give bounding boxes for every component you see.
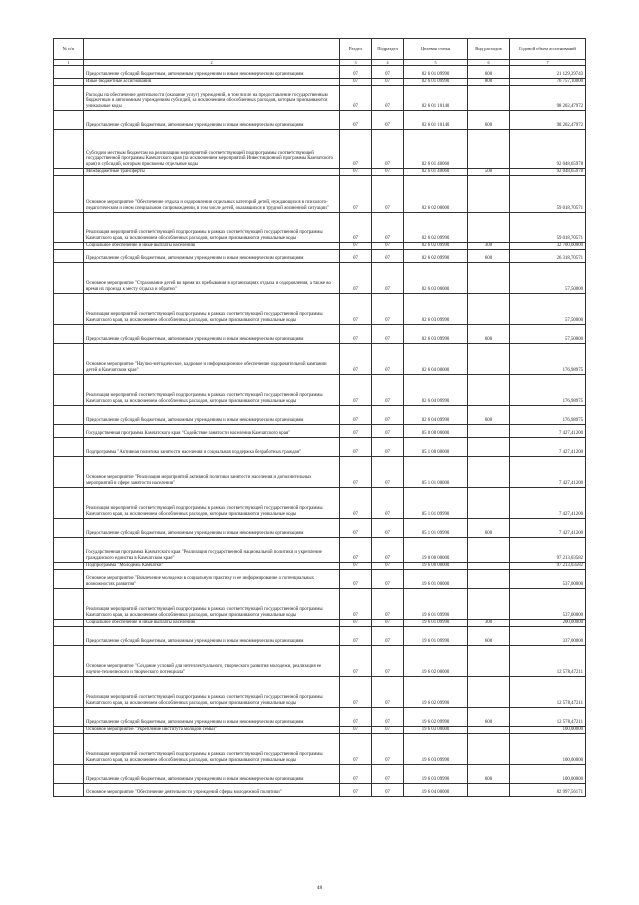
cell-podrazdel: 07 xyxy=(372,294,404,325)
table-row xyxy=(54,325,586,344)
cell-annual-sum: 176,98975 xyxy=(510,375,586,406)
cell-podrazdel: 07 xyxy=(372,438,404,457)
cell-name: Основное мероприятие "Страхование детей во время их пребывания в организациях отдыха и оздоровления, а также во время их проезда к месту отдыха и обратно" xyxy=(84,263,340,294)
cell-num xyxy=(54,438,84,457)
header-expense-type: Вид расходов xyxy=(468,39,510,60)
cell-razdel: 07 xyxy=(340,784,372,797)
cell-razdel: 07 xyxy=(340,243,372,250)
cell-num xyxy=(54,519,84,538)
cell-num xyxy=(54,538,84,563)
cell-annual-sum: 12 578,47211 xyxy=(510,646,586,677)
table-row xyxy=(54,457,586,488)
table-row xyxy=(54,734,586,765)
cell-num xyxy=(54,86,84,111)
cell-annual-sum: 176,98975 xyxy=(510,344,586,375)
cell-podrazdel: 07 xyxy=(372,86,404,111)
cell-name: Предоставление субсидий бюджетным, автономным учреждениям и иным некоммерческим организациям xyxy=(84,66,340,79)
cell-name: Реализация мероприятий соответствующей подпрограммы в рамках соответствующей государственной программы Камчатского края, за исключением обособленных расходов, которым присваиваются уникальные коды xyxy=(84,677,340,708)
cell-podrazdel: 07 xyxy=(372,457,404,488)
column-number: 6 xyxy=(468,60,510,66)
cell-name: Предоставление субсидий бюджетным, автономным учреждениям и иным некоммерческим организациям xyxy=(84,519,340,538)
cell-podrazdel: 07 xyxy=(372,375,404,406)
cell-razdel: 07 xyxy=(340,765,372,784)
cell-expense-type xyxy=(468,727,510,734)
cell-name: Иные бюджетные ассигнования xyxy=(84,79,340,86)
cell-annual-sum: 7 427,41200 xyxy=(510,457,586,488)
table-row xyxy=(54,570,586,589)
cell-annual-sum: 7 427,41200 xyxy=(510,488,586,519)
cell-name: Субсидии местным бюджетам на реализацию мероприятий соответствующей подпрограммы соответствующей государственной программы Камчатского края (за исключением мероприятий Инвестиционной программы Камчатского края) и субсидий, которым присвоены отдельные коды xyxy=(84,130,340,169)
cell-podrazdel: 07 xyxy=(372,765,404,784)
cell-target-article: 02 6 03 09990 xyxy=(404,294,468,325)
cell-razdel: 07 xyxy=(340,111,372,130)
cell-num xyxy=(54,708,84,727)
cell-podrazdel: 07 xyxy=(372,325,404,344)
cell-podrazdel: 07 xyxy=(372,488,404,519)
cell-annual-sum: 59 018,70571 xyxy=(510,176,586,213)
cell-annual-sum: 57,50000 xyxy=(510,325,586,344)
table-row xyxy=(54,727,586,734)
cell-razdel: 07 xyxy=(340,570,372,589)
cell-expense-type: 800 xyxy=(468,79,510,86)
cell-target-article: 02 6 01 10140 xyxy=(404,111,468,130)
cell-target-article: 19 6 03 00000 xyxy=(404,727,468,734)
table-row xyxy=(54,294,586,325)
cell-target-article: 19 6 02 09990 xyxy=(404,708,468,727)
table-header-row xyxy=(54,39,586,60)
cell-target-article: 02 6 03 09990 xyxy=(404,325,468,344)
cell-annual-sum: 98 202,47972 xyxy=(510,111,586,130)
cell-podrazdel: 07 xyxy=(372,169,404,176)
cell-podrazdel: 07 xyxy=(372,425,404,438)
cell-name: Расходы на обеспечение деятельности (оказание услуг) учреждений, в том числе на предоставление государственным бюджетным и автономным учреждениям субсидий, за исключением обособленных расходов, которым присваиваются уникальные коды xyxy=(84,86,340,111)
cell-razdel: 07 xyxy=(340,425,372,438)
cell-annual-sum: 100,00000 xyxy=(510,727,586,734)
cell-expense-type: 600 xyxy=(468,708,510,727)
cell-razdel: 07 xyxy=(340,213,372,243)
header-num: № п/п xyxy=(54,39,84,60)
cell-expense-type xyxy=(468,734,510,765)
cell-target-article: 02 6 03 00000 xyxy=(404,263,468,294)
cell-num xyxy=(54,727,84,734)
cell-target-article: 19 0 00 00000 xyxy=(404,538,468,563)
header-podrazdel: Подраздел xyxy=(372,39,404,60)
cell-podrazdel: 07 xyxy=(372,344,404,375)
cell-razdel: 07 xyxy=(340,130,372,169)
cell-razdel: 07 xyxy=(340,375,372,406)
cell-annual-sum: 98 202,47972 xyxy=(510,86,586,111)
cell-name: Государственная программа Камчатского края "Содействие занятости населения Камчатского края" xyxy=(84,425,340,438)
cell-expense-type: 600 xyxy=(468,406,510,425)
table-row xyxy=(54,538,586,563)
cell-target-article: 02 6 01 09990 xyxy=(404,79,468,86)
table-row xyxy=(54,344,586,375)
cell-num xyxy=(54,457,84,488)
cell-podrazdel: 07 xyxy=(372,66,404,79)
cell-annual-sum: 337,00000 xyxy=(510,627,586,646)
cell-razdel: 07 xyxy=(340,325,372,344)
cell-expense-type xyxy=(468,375,510,406)
table-row xyxy=(54,111,586,130)
cell-annual-sum: 92 048,65978 xyxy=(510,169,586,176)
cell-razdel: 07 xyxy=(340,457,372,488)
cell-target-article: 05 1 01 09990 xyxy=(404,519,468,538)
cell-num xyxy=(54,646,84,677)
cell-annual-sum: 537,00000 xyxy=(510,570,586,589)
table-row xyxy=(54,438,586,457)
cell-num xyxy=(54,784,84,797)
cell-name: Предоставление субсидий бюджетным, автономным учреждениям и иным некоммерческим организациям xyxy=(84,111,340,130)
cell-razdel: 07 xyxy=(340,438,372,457)
cell-num xyxy=(54,765,84,784)
cell-razdel: 07 xyxy=(340,86,372,111)
cell-expense-type: 600 xyxy=(468,325,510,344)
cell-target-article: 02 6 04 09990 xyxy=(404,375,468,406)
cell-podrazdel: 07 xyxy=(372,406,404,425)
cell-target-article: 02 6 01 09990 xyxy=(404,66,468,79)
cell-target-article: 05 0 00 00000 xyxy=(404,425,468,438)
table-row xyxy=(54,406,586,425)
cell-podrazdel: 07 xyxy=(372,620,404,627)
cell-target-article: 05 1 01 00000 xyxy=(404,457,468,488)
cell-num xyxy=(54,488,84,519)
cell-podrazdel: 07 xyxy=(372,677,404,708)
table-row xyxy=(54,677,586,708)
cell-podrazdel: 07 xyxy=(372,727,404,734)
cell-annual-sum: 12 578,47211 xyxy=(510,708,586,727)
table-row xyxy=(54,765,586,784)
cell-expense-type: 600 xyxy=(468,765,510,784)
cell-razdel: 07 xyxy=(340,406,372,425)
cell-expense-type xyxy=(468,784,510,797)
column-number: 3 xyxy=(340,60,372,66)
cell-name: Реализация мероприятий соответствующей подпрограммы в рамках соответствующей государственной программы Камчатского края, за исключением обособленных расходов, которым присваиваются уникальные коды xyxy=(84,375,340,406)
cell-num xyxy=(54,375,84,406)
cell-target-article: 02 6 02 00000 xyxy=(404,176,468,213)
cell-num xyxy=(54,325,84,344)
cell-expense-type xyxy=(468,130,510,169)
cell-annual-sum: 100,00000 xyxy=(510,734,586,765)
cell-annual-sum: 97 213,03582 xyxy=(510,538,586,563)
cell-annual-sum: 7 427,41200 xyxy=(510,425,586,438)
cell-name: Социальное обеспечение и иные выплаты населению xyxy=(84,620,340,627)
cell-target-article: 19 6 01 09990 xyxy=(404,589,468,620)
cell-razdel: 07 xyxy=(340,519,372,538)
cell-annual-sum: 97 213,03582 xyxy=(510,563,586,570)
cell-target-article: 02 6 01 40060 xyxy=(404,169,468,176)
cell-expense-type xyxy=(468,438,510,457)
cell-num xyxy=(54,169,84,176)
table-row xyxy=(54,425,586,438)
cell-razdel: 07 xyxy=(340,620,372,627)
cell-podrazdel: 07 xyxy=(372,538,404,563)
cell-name: Предоставление субсидий бюджетным, автономным учреждениям и иным некоммерческим организациям xyxy=(84,250,340,263)
cell-expense-type xyxy=(468,538,510,563)
cell-podrazdel: 07 xyxy=(372,263,404,294)
cell-num xyxy=(54,570,84,589)
cell-razdel: 07 xyxy=(340,627,372,646)
cell-podrazdel: 07 xyxy=(372,250,404,263)
cell-expense-type: 600 xyxy=(468,250,510,263)
table-row xyxy=(54,263,586,294)
cell-expense-type: 300 xyxy=(468,620,510,627)
header-target-article: Целевая статья xyxy=(404,39,468,60)
column-number: 5 xyxy=(404,60,468,66)
cell-target-article: 19 6 01 09990 xyxy=(404,620,468,627)
cell-expense-type xyxy=(468,563,510,570)
table-row xyxy=(54,169,586,176)
cell-name: Реализация мероприятий соответствующей подпрограммы в рамках соответствующей государственной программы Камчатского края, за исключением обособленных расходов, которым присваиваются уникальные коды xyxy=(84,488,340,519)
cell-name: Основное мероприятие "Научно-методическое, кадровое и информационное обеспечение оздоровительной кампании детей в Камчатском крае" xyxy=(84,344,340,375)
cell-name: Предоставление субсидий бюджетным, автономным учреждениям и иным некоммерческим организациям xyxy=(84,406,340,425)
cell-razdel: 07 xyxy=(340,646,372,677)
cell-name: Предоставление субсидий бюджетным, автономным учреждениям и иным некоммерческим организациям xyxy=(84,627,340,646)
cell-num xyxy=(54,406,84,425)
cell-expense-type: 600 xyxy=(468,111,510,130)
cell-target-article: 02 6 02 09990 xyxy=(404,243,468,250)
cell-razdel: 07 xyxy=(340,169,372,176)
header-name xyxy=(84,39,340,60)
cell-target-article: 19 6 00 00000 xyxy=(404,563,468,570)
cell-name: Предоставление субсидий бюджетным, автономным учреждениям и иным некоммерческим организациям xyxy=(84,325,340,344)
cell-target-article: 02 6 04 09990 xyxy=(404,406,468,425)
column-number: 4 xyxy=(372,60,404,66)
table-row xyxy=(54,519,586,538)
cell-target-article: 02 6 02 09990 xyxy=(404,250,468,263)
cell-razdel: 07 xyxy=(340,589,372,620)
cell-expense-type xyxy=(468,589,510,620)
cell-name: Подпрограмма "Молодежь Камчатки" xyxy=(84,563,340,570)
table-row xyxy=(54,620,586,627)
cell-podrazdel: 07 xyxy=(372,563,404,570)
cell-num xyxy=(54,627,84,646)
page-number: 48 xyxy=(316,885,323,891)
cell-razdel: 07 xyxy=(340,727,372,734)
cell-expense-type xyxy=(468,86,510,111)
table-row xyxy=(54,784,586,797)
cell-num xyxy=(54,589,84,620)
cell-name: Реализация мероприятий соответствующей подпрограммы в рамках соответствующей государственной программы Камчатского края, за исключением обособленных расходов, которым присваиваются уникальные коды xyxy=(84,734,340,765)
table-row xyxy=(54,79,586,86)
cell-expense-type xyxy=(468,646,510,677)
cell-target-article: 02 6 04 00000 xyxy=(404,344,468,375)
cell-num xyxy=(54,734,84,765)
cell-num xyxy=(54,344,84,375)
cell-num xyxy=(54,79,84,86)
cell-target-article: 19 6 02 09990 xyxy=(404,677,468,708)
cell-annual-sum: 12 578,47211 xyxy=(510,677,586,708)
cell-target-article: 19 6 01 00000 xyxy=(404,570,468,589)
cell-name: Реализация мероприятий соответствующей подпрограммы в рамках соответствующей государственной программы Камчатского края, за исключением обособленных расходов, которым присваиваются уникальные коды xyxy=(84,589,340,620)
cell-name: Основное мероприятие "Обеспечение деятельности учреждений сферы молодежной политики" xyxy=(84,784,340,797)
cell-annual-sum: 57,50000 xyxy=(510,263,586,294)
budget-table-sheet xyxy=(53,38,585,797)
cell-podrazdel: 07 xyxy=(372,130,404,169)
table-row xyxy=(54,66,586,79)
table-row xyxy=(54,130,586,169)
cell-razdel: 07 xyxy=(340,176,372,213)
cell-podrazdel: 07 xyxy=(372,589,404,620)
column-number: 7 xyxy=(510,60,586,66)
cell-razdel: 07 xyxy=(340,734,372,765)
cell-target-article: 02 6 01 10140 xyxy=(404,86,468,111)
cell-podrazdel: 07 xyxy=(372,627,404,646)
cell-name: Межбюджетные трансферты xyxy=(84,169,340,176)
cell-target-article: 19 6 01 09990 xyxy=(404,627,468,646)
cell-razdel: 07 xyxy=(340,488,372,519)
cell-razdel: 07 xyxy=(340,66,372,79)
table-row xyxy=(54,86,586,111)
cell-expense-type xyxy=(468,488,510,519)
table-row xyxy=(54,176,586,213)
cell-name: Основное мероприятие "Вовлечение молодежи в социальную практику и ее информирование о потенциальных возможностях развития" xyxy=(84,570,340,589)
table-row xyxy=(54,563,586,570)
cell-name: Основное мероприятие "Реализация мероприятий активной политики занятости населения и дополнительных мероприятий в сфере занятости населения" xyxy=(84,457,340,488)
table-row xyxy=(54,375,586,406)
cell-expense-type xyxy=(468,294,510,325)
cell-podrazdel: 07 xyxy=(372,646,404,677)
cell-podrazdel: 07 xyxy=(372,519,404,538)
cell-num xyxy=(54,66,84,79)
cell-razdel: 07 xyxy=(340,344,372,375)
cell-num xyxy=(54,111,84,130)
cell-annual-sum: 176,98975 xyxy=(510,406,586,425)
cell-name: Реализация мероприятий соответствующей подпрограммы в рамках соответствующей государственной программы Камчатского края, за исключением обособленных расходов, которым присваиваются уникальные коды xyxy=(84,213,340,243)
cell-annual-sum: 92 048,65978 xyxy=(510,130,586,169)
cell-annual-sum: 21 129,29743 xyxy=(510,66,586,79)
cell-razdel: 07 xyxy=(340,563,372,570)
cell-razdel: 07 xyxy=(340,250,372,263)
cell-expense-type xyxy=(468,677,510,708)
column-number: 2 xyxy=(84,60,340,66)
cell-annual-sum: 26 318,70571 xyxy=(510,250,586,263)
cell-annual-sum: 7 427,41200 xyxy=(510,438,586,457)
cell-podrazdel: 07 xyxy=(372,734,404,765)
header-annual-sum: Годовой объем ассигнований xyxy=(510,39,586,60)
cell-num xyxy=(54,250,84,263)
cell-name: Предоставление субсидий бюджетным, автономным учреждениям и иным некоммерческим организациям xyxy=(84,765,340,784)
table-row xyxy=(54,243,586,250)
table-row xyxy=(54,250,586,263)
cell-target-article: 19 6 03 09990 xyxy=(404,765,468,784)
cell-expense-type: 600 xyxy=(468,66,510,79)
cell-name: Основное мероприятие "Укрепление института молодой семьи" xyxy=(84,727,340,734)
table-row xyxy=(54,708,586,727)
cell-expense-type: 600 xyxy=(468,627,510,646)
cell-podrazdel: 07 xyxy=(372,213,404,243)
cell-num xyxy=(54,263,84,294)
cell-target-article: 05 1 00 00000 xyxy=(404,438,468,457)
cell-name: Подпрограмма "Активная политика занятости населения и социальная поддержка безработных граждан" xyxy=(84,438,340,457)
cell-name: Основное мероприятие "Обеспечение отдыха и оздоровления отдельных категорий детей, нуждающихся в психолого-педагогическом и ином специальном сопровождении, в том числе детей, оказавшихся в трудной жизненной ситуации" xyxy=(84,176,340,213)
cell-name: Государственная программа Камчатского края "Реализация государственной национальной политики и укрепление гражданского единства в Камчатском крае" xyxy=(84,538,340,563)
cell-podrazdel: 07 xyxy=(372,708,404,727)
cell-num xyxy=(54,243,84,250)
cell-expense-type xyxy=(468,176,510,213)
table-row xyxy=(54,488,586,519)
cell-expense-type: 600 xyxy=(468,519,510,538)
cell-podrazdel: 07 xyxy=(372,784,404,797)
cell-num xyxy=(54,294,84,325)
cell-target-article: 05 1 01 09990 xyxy=(404,488,468,519)
cell-expense-type: 300 xyxy=(468,243,510,250)
cell-name: Основное мероприятие "Создание условий для интеллектуального, творческого развития молодежи, реализация ее научно-технического и творческого потенциала" xyxy=(84,646,340,677)
table-row xyxy=(54,627,586,646)
cell-razdel: 07 xyxy=(340,263,372,294)
cell-name: Реализация мероприятий соответствующей подпрограммы в рамках соответствующей государственной программы Камчатского края, за исключением обособленных расходов, которым присваиваются уникальные коды xyxy=(84,294,340,325)
cell-expense-type xyxy=(468,263,510,294)
table-row xyxy=(54,589,586,620)
cell-expense-type: 500 xyxy=(468,169,510,176)
cell-annual-sum: 200,00000 xyxy=(510,620,586,627)
cell-target-article: 02 6 02 09990 xyxy=(404,213,468,243)
cell-podrazdel: 07 xyxy=(372,111,404,130)
cell-annual-sum: 59 018,70571 xyxy=(510,213,586,243)
cell-razdel: 07 xyxy=(340,708,372,727)
cell-razdel: 07 xyxy=(340,677,372,708)
cell-expense-type xyxy=(468,570,510,589)
cell-podrazdel: 07 xyxy=(372,176,404,213)
table-row xyxy=(54,646,586,677)
cell-annual-sum: 100,00000 xyxy=(510,765,586,784)
column-number: 1 xyxy=(54,60,84,66)
table-row xyxy=(54,213,586,243)
cell-name: Социальное обеспечение и иные выплаты населению xyxy=(84,243,340,250)
cell-target-article: 19 6 03 09990 xyxy=(404,734,468,765)
cell-num xyxy=(54,213,84,243)
cell-num xyxy=(54,425,84,438)
cell-annual-sum: 7 427,41200 xyxy=(510,519,586,538)
cell-annual-sum: 76 757,10000 xyxy=(510,79,586,86)
cell-annual-sum: 537,00000 xyxy=(510,589,586,620)
cell-razdel: 07 xyxy=(340,79,372,86)
header-razdel: Раздел xyxy=(340,39,372,60)
cell-podrazdel: 07 xyxy=(372,79,404,86)
cell-annual-sum: 82 997,56171 xyxy=(510,784,586,797)
cell-razdel: 07 xyxy=(340,538,372,563)
cell-num xyxy=(54,620,84,627)
cell-num xyxy=(54,563,84,570)
cell-podrazdel: 07 xyxy=(372,570,404,589)
cell-num xyxy=(54,677,84,708)
cell-name: Предоставление субсидий бюджетным, автономным учреждениям и иным некоммерческим организациям xyxy=(84,708,340,727)
cell-num xyxy=(54,176,84,213)
budget-table xyxy=(53,38,586,797)
cell-annual-sum: 57,50000 xyxy=(510,294,586,325)
cell-expense-type xyxy=(468,425,510,438)
cell-target-article: 19 6 02 00000 xyxy=(404,646,468,677)
cell-annual-sum: 32 700,00000 xyxy=(510,243,586,250)
cell-expense-type xyxy=(468,457,510,488)
cell-target-article: 19 6 04 00000 xyxy=(404,784,468,797)
cell-razdel: 07 xyxy=(340,294,372,325)
cell-expense-type xyxy=(468,213,510,243)
cell-podrazdel: 07 xyxy=(372,243,404,250)
cell-target-article: 02 6 01 40060 xyxy=(404,130,468,169)
cell-num xyxy=(54,130,84,169)
cell-expense-type xyxy=(468,344,510,375)
